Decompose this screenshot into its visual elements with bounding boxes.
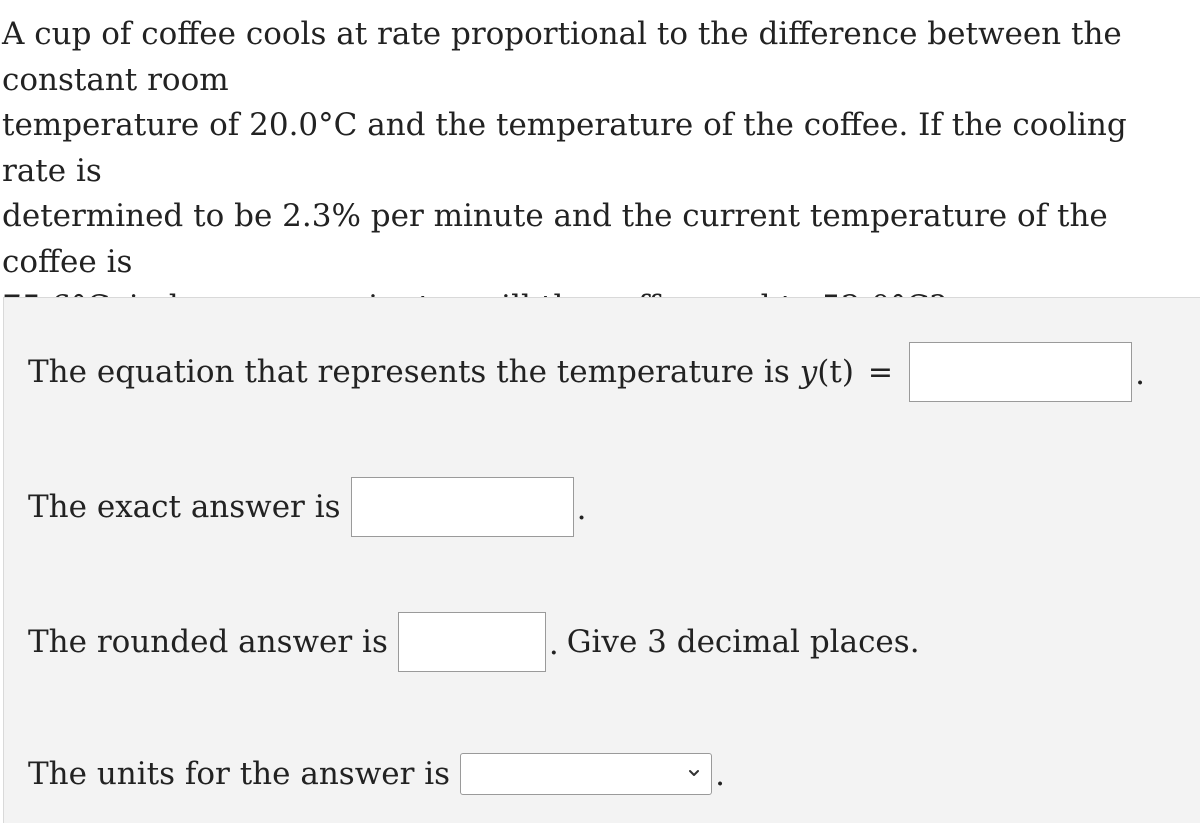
equation-y: y bbox=[799, 354, 818, 390]
equals-sign: = bbox=[867, 354, 894, 390]
rounded-answer-period: . bbox=[548, 626, 559, 662]
equation-input[interactable] bbox=[909, 342, 1132, 402]
question-line: temperature of 20.0°C and the temperature of the coffee. If the cooling rate is bbox=[2, 107, 1127, 189]
units-label: The units for the answer is bbox=[28, 756, 451, 792]
answer-panel bbox=[3, 297, 1200, 823]
chevron-down-icon bbox=[689, 768, 699, 778]
exact-answer-label: The exact answer is bbox=[28, 489, 341, 525]
exact-answer-row bbox=[28, 477, 586, 537]
equation-row bbox=[28, 342, 1145, 402]
equation-paren: (t) bbox=[817, 354, 854, 390]
rounded-answer-input[interactable] bbox=[398, 612, 546, 672]
equation-period: . bbox=[1135, 356, 1145, 392]
rounded-answer-label: The rounded answer is bbox=[28, 624, 388, 660]
units-period: . bbox=[715, 757, 725, 793]
units-select[interactable] bbox=[460, 753, 712, 795]
question-text bbox=[2, 12, 1192, 331]
question-line: determined to be 2.3% per minute and the current temperature of the coffee is bbox=[2, 198, 1108, 280]
rounded-answer-row bbox=[28, 612, 920, 672]
equation-label: The equation that represents the temperature is bbox=[28, 354, 790, 390]
exact-answer-input[interactable] bbox=[351, 477, 574, 537]
question-line: A cup of coffee cools at rate proportional to the difference between the constant room bbox=[2, 16, 1122, 98]
units-row bbox=[28, 753, 725, 795]
equation-variable bbox=[800, 354, 854, 390]
exact-answer-period: . bbox=[576, 491, 587, 527]
decimal-instruction: Give 3 decimal places. bbox=[566, 624, 920, 660]
